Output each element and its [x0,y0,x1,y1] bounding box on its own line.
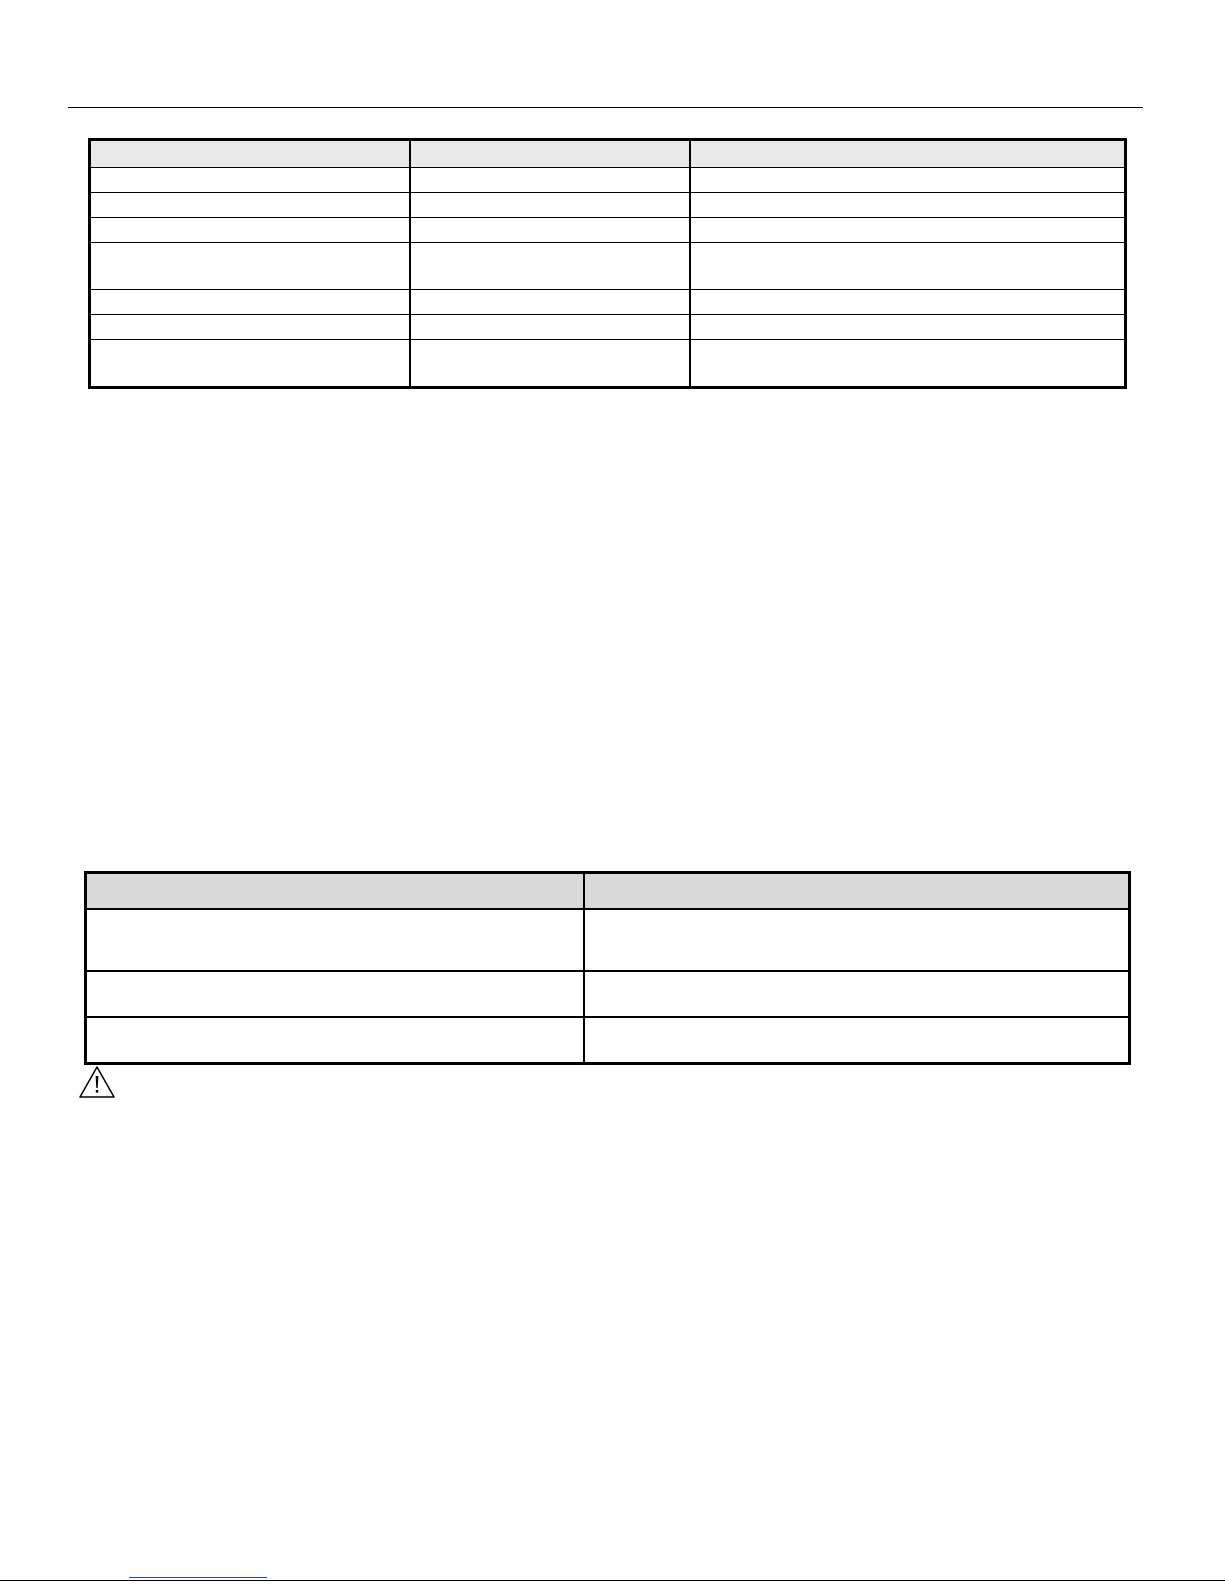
table-row [90,315,1126,340]
footer-rule [0,1580,1225,1581]
table-cell [86,971,584,1017]
table-cell [90,315,410,340]
table-cell [90,340,410,388]
table-row [86,971,1130,1017]
table-cell [410,218,690,243]
table-cell [584,909,1130,971]
table-cell [690,315,1126,340]
header-rule [68,107,1143,108]
table-row [86,1017,1130,1064]
table-cell [90,193,410,218]
table-header-row [90,140,1126,168]
table-cell [690,290,1126,315]
table-1 [88,138,1127,389]
table-cell [690,193,1126,218]
table-cell [410,243,690,290]
table-cell [90,168,410,193]
table-cell [90,218,410,243]
table-cell [86,1017,584,1064]
table-cell [410,340,690,388]
table-cell [410,168,690,193]
table-row [90,193,1126,218]
table-header-cell [90,140,410,168]
table-header-cell [584,873,1130,910]
warning-triangle-icon [78,1065,116,1099]
table-cell [90,290,410,315]
table-cell [690,218,1126,243]
table-2 [84,871,1131,1065]
table-cell [90,243,410,290]
table-header-row [86,873,1130,910]
table-row [86,909,1130,971]
table-cell [690,168,1126,193]
table-cell [410,193,690,218]
table-row [90,218,1126,243]
table-cell [690,340,1126,388]
table-header-cell [410,140,690,168]
table-cell [410,315,690,340]
table-row [90,168,1126,193]
table-cell [584,1017,1130,1064]
table-row [90,340,1126,388]
table-cell [690,243,1126,290]
footer-link-underline[interactable] [129,1577,267,1578]
table-row [90,290,1126,315]
table-cell [86,909,584,971]
table-cell [584,971,1130,1017]
table-row [90,243,1126,290]
table-header-cell [690,140,1126,168]
table-header-cell [86,873,584,910]
table-cell [410,290,690,315]
